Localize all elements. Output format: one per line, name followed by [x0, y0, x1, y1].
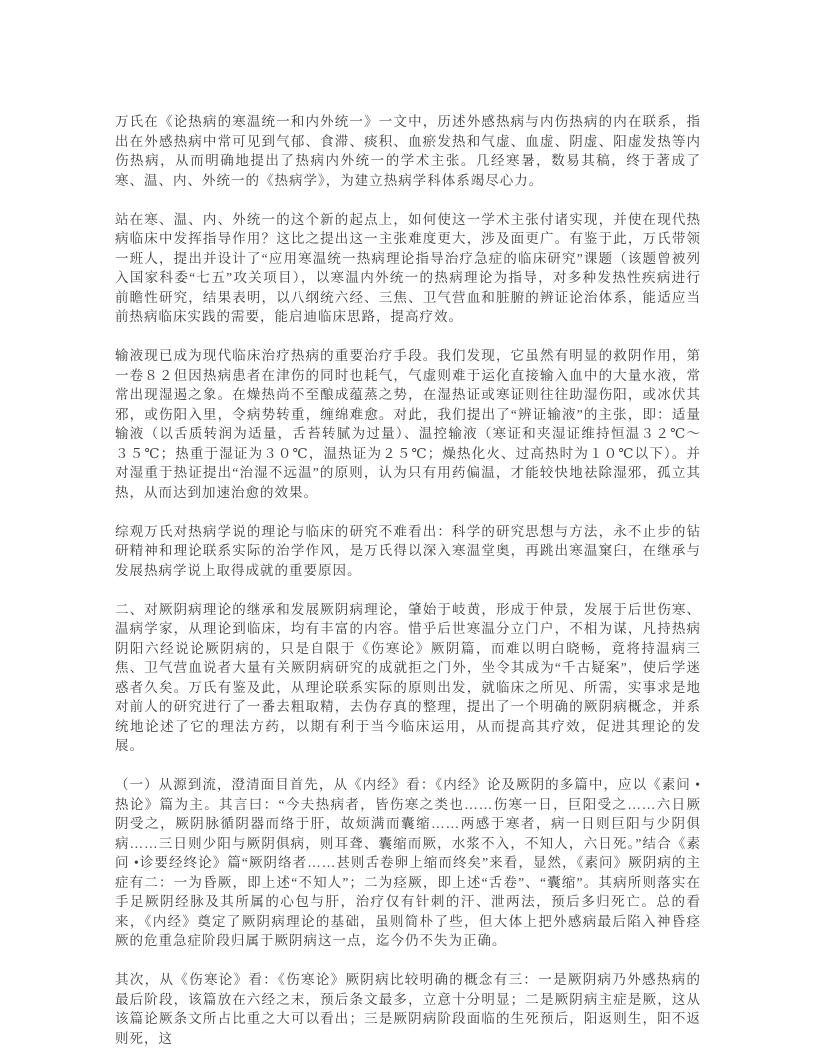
paragraph-jueyin-theory-inheritance: 二、对厥阴病理论的继承和发展厥阴病理论，肇始于岐黄，形成于仲景，发展于后世伤寒、温病学家，从理论到临床，均有丰富的内容。惜乎后世寒温分立门户，不相为谋，凡持热病阴阳六经说论厥阴病的，只是自限于《伤寒论》厥阴篇，而难以明白晓畅，竟将持温病三焦、卫气营血说者大量有关厥阴病研究的成就拒之门外，坐令其成为“千古疑案”，使后学迷惑者久矣。万氏有鉴及此，从理论联系实际的原则出发，就临床之所见、所需，实事求是地对前人的研究进行了一番去粗取精，去伪存真的整理，提出了一个明确的厥阴病概念，并系统地论述了它的理法方药，以期有利于当今临床运用，从而提高其疗效，促进其理论的发展。: [115, 601, 701, 753]
paragraph-infusion-therapy: 输液现已成为现代临床治疗热病的重要治疗手段。我们发现，它虽然有明显的救阴作用，第一卷８２但因热病患者在津伤的同时也耗气，气虚则难于运化直接输入血中的大量水液，常常出现湿遏之象。在燥热尚不至酿成蕴蒸之势，在湿热证或寒证则往往助湿伤阳，或冰伏其邪，或伤阳入里，令病势转重，缠绵难愈。对此，我们提出了“辨证输液”的主张，即：适量输液（以舌质转润为适量，舌苔转腻为过量）、温控输液（寒证和夹湿证维持恒温３２℃～３５℃；热重于湿证为３０℃，温热证为２５℃；燥热化火、过高热时为１０℃以下）。并对湿重于热证提出“治湿不远温”的原则，认为只有用药偏温，才能较快地祛除湿邪，孤立其热，从而达到加速治愈的效果。: [115, 348, 701, 500]
paragraph-shanghanlun-concepts: 其次，从《伤寒论》看：《伤寒论》厥阴病比较明确的概念有三：一是厥阴病乃外感热病的最后阶段，该篇放在六经之末，预后条文最多，立意十分明显；二是厥阴病主症是厥，这从该篇论厥条文所占比重之大可以看出；三是厥阴病阶段面临的生死预后，阳返则生，阳不返则死，这: [115, 972, 701, 1046]
document-text-block: [115, 112, 701, 1048]
paragraph-unity-of-febrile-disease: 万氏在《论热病的寒温统一和内外统一》一文中，历述外感热病与内伤热病的内在联系，指出在外感热病中常可见到气郁、食滞、痰积、血瘀发热和气虚、血虚、阴虚、阳虚发热等内伤热病，从而明确地提出了热病内外统一的学术主张。几经寒暑，数易其稿，终于著成了寒、温、内、外统一的《热病学》，为建立热病学科体系竭尽心力。: [115, 114, 701, 188]
paragraph-summary-of-research: 综观万氏对热病学说的理论与临床的研究不难看出：科学的研究思想与方法，永不止步的钻研精神和理论联系实际的治学作风，是万氏得以深入寒温堂奥，再跳出寒温窠臼，在继承与发展热病学说上取得成就的重要原因。: [115, 523, 701, 578]
paragraph-clinical-research-project: 站在寒、温、内、外统一的这个新的起点上，如何使这一学术主张付诸实现，并使在现代热病临床中发挥指导作用？这比之提出这一主张难度更大，涉及面更广。有鉴于此，万氏带领一班人，提出并设计了“应用寒温统一热病理论指导治疗急症的临床研究”课题（该题曾被列入国家科委“七五”攻关项目），以寒温内外统一的热病理论为指导，对多种发热性疾病进行前瞻性研究，结果表明，以八纲统六经、三焦、卫气营血和脏腑的辨证论治体系，能适应当前热病临床实践的需要，能启迪临床思路，提高疗效。: [115, 211, 701, 324]
paragraph-neijing-source-analysis: （一）从源到流，澄清面目首先，从《内经》看：《内经》论及厥阴的多篇中，应以《素问 •热论》篇为主。其言曰：“今夫热病者，皆伤寒之类也……伤寒一日，巨阳受之……六日厥阴受之，厥阴脉循阴器而络于肝，故烦满而囊缩……两感于寒者，病一日则巨阳与少阴俱病……三日则少阳与厥阴俱病，则耳聋、囊缩而厥，水浆不入，不知人，六日死。”结合《素问 •诊要经终论》篇“厥阴络者……甚则舌卷卵上缩而终矣”来看，显然，《素问》厥阴病的主症有二：一为昏厥，即上述“不知人”；二为痉厥，即上述“舌卷”、“囊缩”。其病所则落实在手足厥阴经脉及其所属的心包与肝，治疗仅有针刺的汗、泄两法，预后多归死亡。总的看来，《内经》奠定了厥阴病理论的基础，虽则简朴了些，但大体上把外感病最后陷入神昏痉厥的危重急症阶段归属于厥阴病这一点，迄今仍不失为正确。: [115, 777, 701, 948]
